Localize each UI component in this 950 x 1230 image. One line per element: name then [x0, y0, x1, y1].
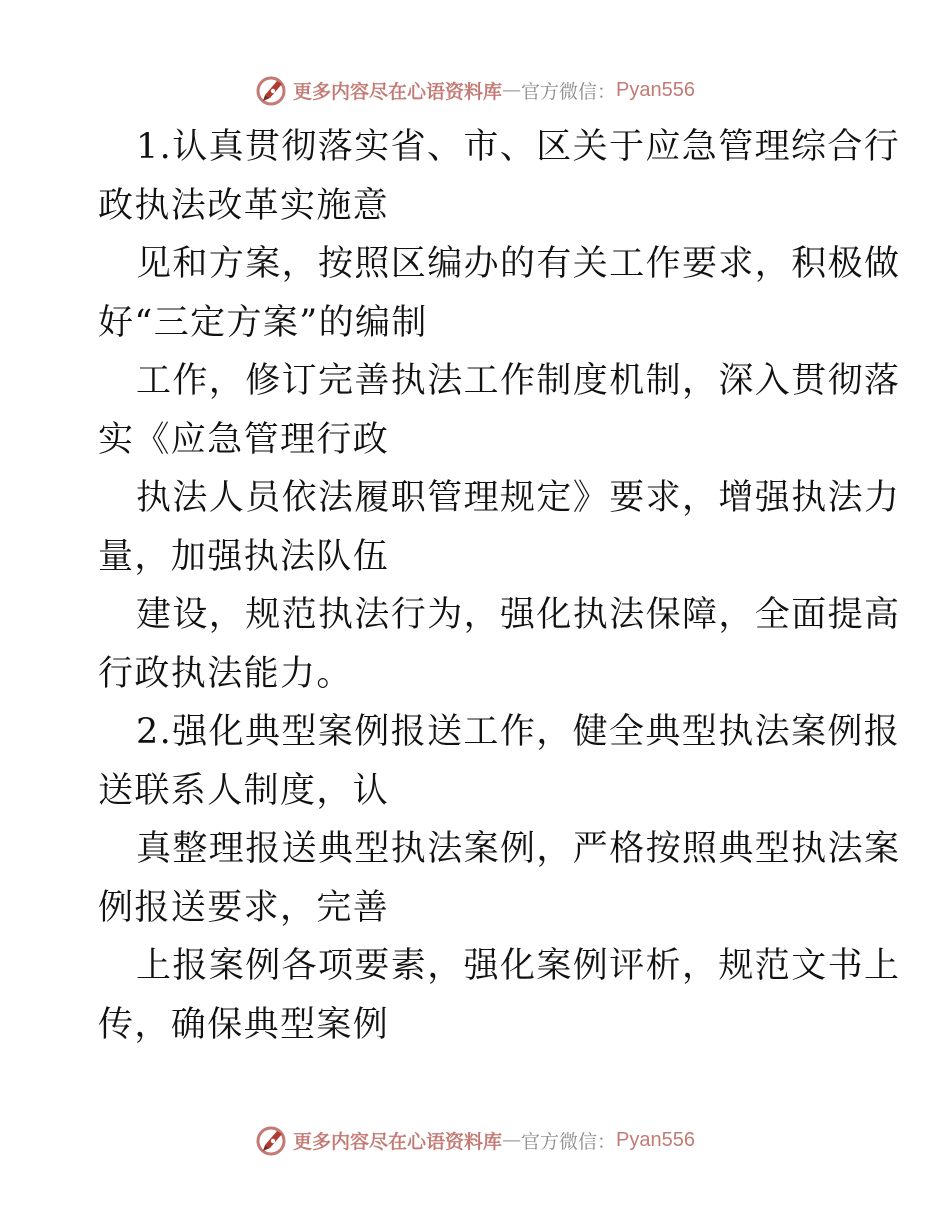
header-watermark [0, 70, 950, 110]
paragraph-line: 量，加强执法队伍 [98, 536, 390, 577]
watermark-dash: — [502, 79, 522, 101]
paragraph [98, 118, 901, 235]
paragraph [98, 586, 901, 703]
paragraph-line: 送联系人制度，认 [98, 770, 390, 811]
paragraph-line: 工作，修订完善执法工作制度机制，深入贯彻落 [136, 361, 901, 401]
paragraph-line: 政执法改革实施意 [98, 185, 390, 226]
watermark-title: 更多内容尽在心语资料库 [293, 1130, 503, 1153]
paragraph-line: 实《应急管理行政 [98, 419, 390, 460]
paragraph-line: 1.认真贯彻落实省、市、区关于应急管理综合行 [136, 127, 901, 167]
watermark-title: 更多内容尽在心语资料库 [293, 80, 503, 103]
watermark-wechat-label: 官方微信： [521, 80, 617, 103]
footer-watermark [0, 1120, 950, 1160]
paragraph-line: 执法人员依法履职管理规定》要求，增强执法力 [136, 478, 901, 518]
watermark-wechat-id: Pyan556 [616, 78, 695, 101]
paragraph [98, 352, 901, 469]
paragraph-line: 见和方案，按照区编办的有关工作要求，积极做 [136, 244, 901, 284]
document-body [98, 118, 901, 1054]
paragraph-line: 2.强化典型案例报送工作，健全典型执法案例报 [136, 712, 901, 752]
paragraph-line: 好“三定方案”的编制 [98, 302, 428, 343]
paragraph [98, 469, 901, 586]
paragraph [98, 235, 901, 352]
watermark-wechat-id: Pyan556 [616, 1128, 695, 1151]
watermark-dash: — [502, 1129, 522, 1151]
paragraph [98, 937, 901, 1054]
watermark-wechat-label: 官方微信： [521, 1130, 617, 1153]
paragraph [98, 703, 901, 820]
paragraph-line: 真整理报送典型执法案例，严格按照典型执法案 [136, 829, 901, 869]
paragraph-line: 例报送要求，完善 [98, 887, 390, 928]
paragraph-line: 上报案例各项要素，强化案例评析，规范文书上 [136, 946, 901, 986]
paragraph [98, 820, 901, 937]
paragraph-line: 传，确保典型案例 [98, 1004, 390, 1045]
pen-logo-icon [255, 73, 289, 107]
paragraph-line: 行政执法能力。 [98, 653, 353, 694]
paragraph-line: 建设，规范执法行为，强化执法保障，全面提高 [136, 595, 901, 635]
pen-logo-icon [255, 1123, 289, 1157]
